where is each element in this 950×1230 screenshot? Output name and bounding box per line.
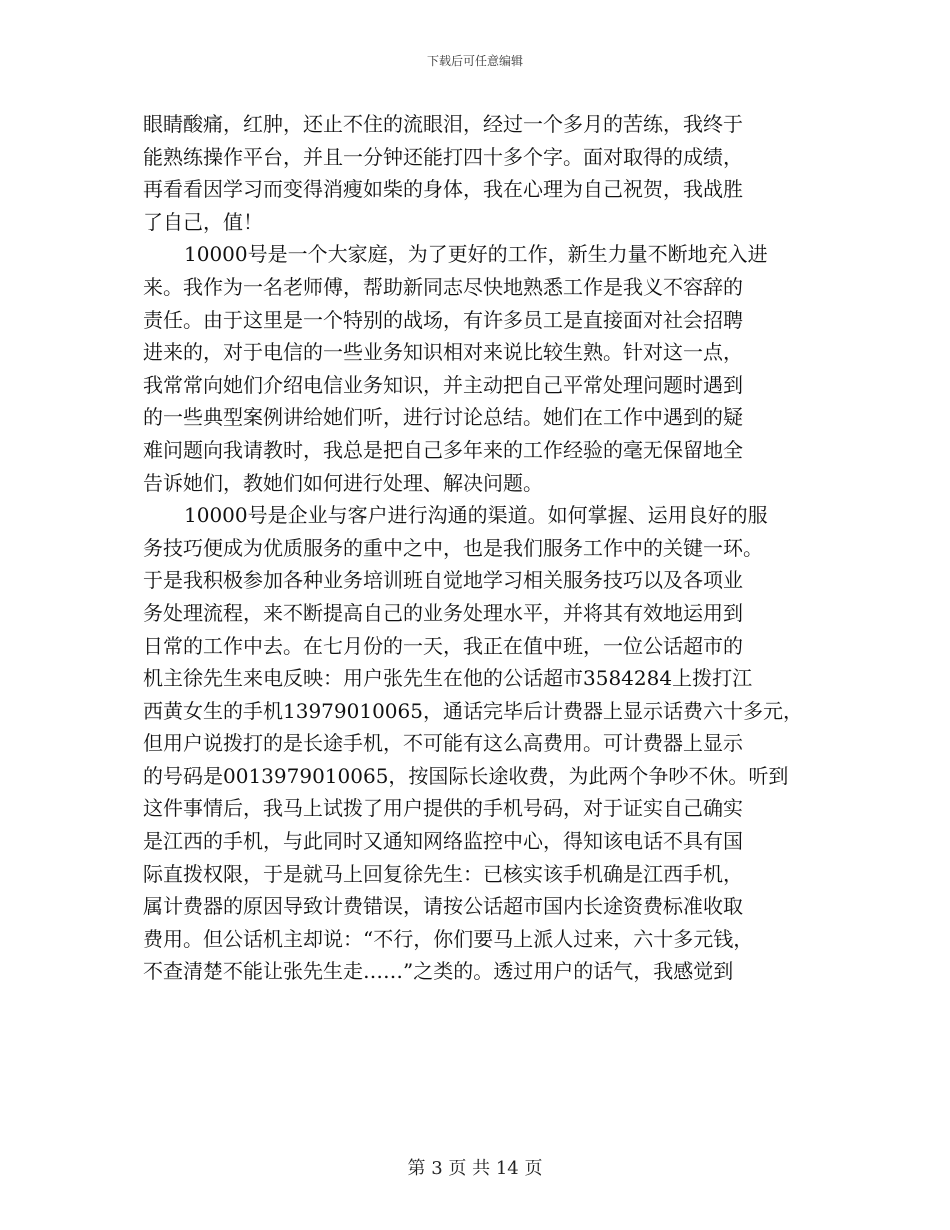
- text-line: 属计费器的原因导致计费错误，请按公话超市国内长途资费标准收取: [143, 894, 743, 919]
- text-line: 责任。由于这里是一个特别的战场，有许多员工是直接面对社会招聘: [143, 307, 743, 332]
- text-line: 务技巧便成为优质服务的重中之中，也是我们服务工作中的关键一环。: [143, 535, 763, 560]
- text-line: 西黄女生的手机13979010065，通话完毕后计费器上显示话费六十多元，: [143, 698, 803, 723]
- text-line: 的一些典型案例讲给她们听，进行讨论总结。她们在工作中遇到的疑: [143, 405, 743, 430]
- text-line: 是江西的手机，与此同时又通知网络监控中心，得知该电话不具有国: [143, 829, 743, 854]
- page-number: 第 3 页 共 14 页: [407, 1158, 543, 1179]
- text-line: 了自己，值！: [143, 209, 263, 234]
- text-line: 机主徐先生来电反映：用户张先生在他的公话超市3584284上拨打江: [143, 666, 753, 691]
- text-line: 费用。但公话机主却说：“不行，你们要马上派人过来，六十多元钱，: [143, 926, 754, 951]
- text-line: 的号码是0013979010065，按国际长途收费，为此两个争吵不休。听到: [143, 763, 789, 788]
- text-line: 我常常向她们介绍电信业务知识，并主动把自己平常处理问题时遇到: [143, 372, 743, 397]
- text-line: 来。我作为一名老师傅，帮助新同志尽快地熟悉工作是我义不容辞的: [143, 274, 743, 299]
- paragraph-1: [143, 108, 823, 238]
- text-line: 10000号是一个大家庭，为了更好的工作，新生力量不断地充入进: [184, 242, 768, 267]
- paragraph-3: [143, 499, 823, 988]
- text-line: 于是我积极参加各种业务培训班自觉地学习相关服务技巧以及各项业: [143, 568, 743, 593]
- text-line: 际直拨权限，于是就马上回复徐先生：已核实该手机确是江西手机，: [143, 861, 743, 886]
- text-line: 日常的工作中去。在七月份的一天，我正在值中班，一位公话超市的: [143, 633, 743, 658]
- document-body: [143, 108, 823, 988]
- text-line: 不查清楚不能让张先生走……”之类的。透过用户的话气，我感觉到: [143, 959, 734, 984]
- text-line: 务处理流程，来不断提高自己的业务处理水平，并将其有效地运用到: [143, 600, 743, 625]
- text-line: 这件事情后，我马上试拨了用户提供的手机号码，对于证实自己确实: [143, 796, 743, 821]
- text-line: 眼睛酸痛，红肿，还止不住的流眼泪，经过一个多月的苦练，我终于: [143, 112, 743, 136]
- page-header: [0, 52, 950, 69]
- paragraph-2: [143, 238, 823, 499]
- text-line: 10000号是企业与客户进行沟通的渠道。如何掌握、运用良好的服: [184, 503, 768, 528]
- text-line: 告诉她们，教她们如何进行处理、解决问题。: [143, 470, 543, 495]
- text-line: 能熟练操作平台，并且一分钟还能打四十多个字。面对取得的成绩，: [143, 144, 743, 169]
- page-footer: [0, 1154, 950, 1180]
- text-line: 难问题向我请教时，我总是把自己多年来的工作经验的毫无保留地全: [143, 437, 743, 462]
- text-line: 但用户说拨打的是长途手机，不可能有这么高费用。可计费器上显示: [143, 731, 743, 756]
- text-line: 再看看因学习而变得消瘦如柴的身体，我在心理为自己祝贺，我战胜: [143, 177, 743, 202]
- header-note: 下载后可任意编辑: [426, 54, 523, 68]
- text-line: 进来的，对于电信的一些业务知识相对来说比较生熟。针对这一点，: [143, 340, 743, 365]
